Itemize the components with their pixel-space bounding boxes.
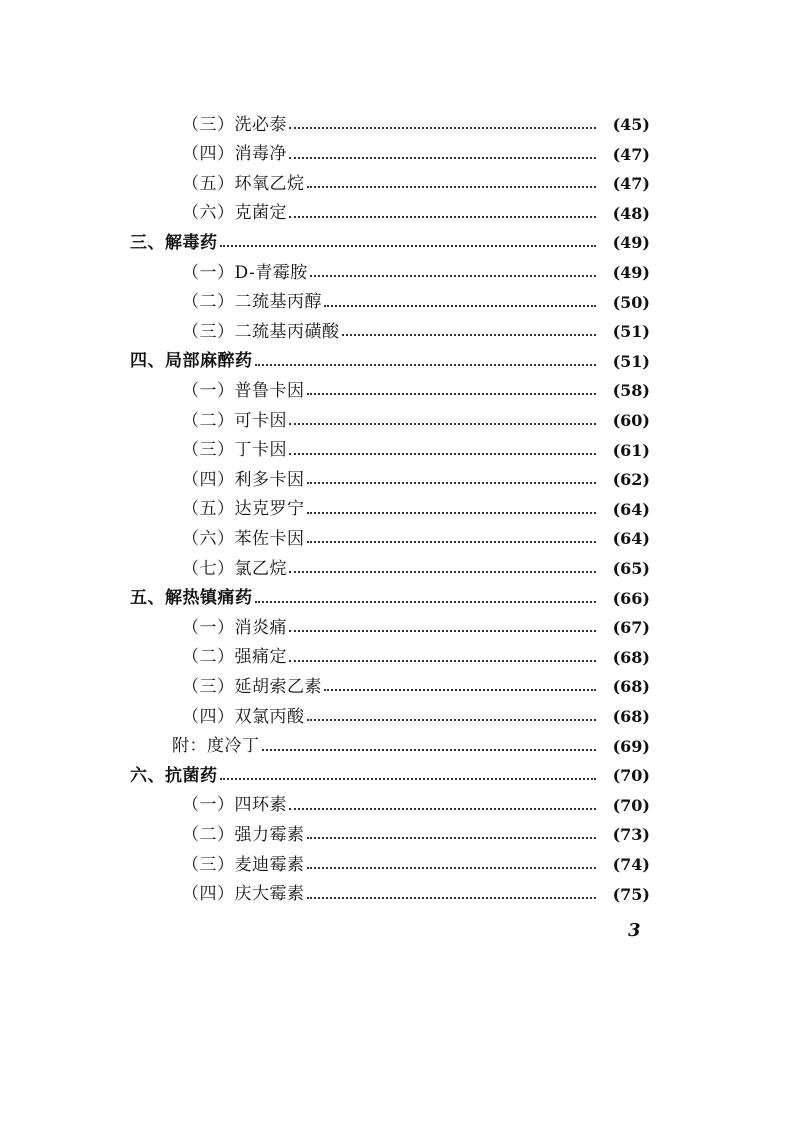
dot-leader	[289, 660, 596, 662]
toc-entry-title: （一）四环素	[182, 795, 287, 816]
toc-section-entry	[130, 761, 650, 791]
toc-entry	[182, 524, 650, 554]
toc-entry-title: （五）环氧乙烷	[182, 173, 305, 194]
toc-entry	[182, 169, 650, 199]
toc-entry	[182, 288, 650, 318]
toc-entry-title: （四）利多卡因	[182, 469, 305, 490]
toc-entry	[182, 643, 650, 673]
toc-entry-title: （二）强力霉素	[182, 824, 305, 845]
toc-entry-page: (69)	[612, 736, 650, 756]
toc-entry-title: （一）消炎痛	[182, 617, 287, 638]
toc-entry-page: (70)	[612, 766, 650, 786]
toc-entry-title: （三）麦迪霉素	[182, 854, 305, 875]
toc-entry-title: （二）可卡因	[182, 410, 287, 431]
dot-leader	[289, 216, 596, 218]
toc-entry-page: (61)	[612, 440, 650, 460]
dot-leader	[324, 305, 596, 307]
dot-leader	[289, 157, 596, 159]
toc-entry-page: (58)	[612, 381, 650, 401]
toc-entry-page: (64)	[612, 529, 650, 549]
dot-leader	[289, 630, 596, 632]
dot-leader	[307, 393, 597, 395]
dot-leader	[307, 837, 597, 839]
toc-entry-title: （四）消毒净	[182, 144, 287, 165]
dot-leader	[307, 867, 597, 869]
toc-entry	[182, 140, 650, 170]
dot-leader	[255, 601, 597, 603]
toc-entry-title: （二）强痛定	[182, 647, 287, 668]
toc-entry-page: (74)	[612, 855, 650, 874]
toc-entry-page: (68)	[612, 707, 650, 726]
toc-entry-page: (68)	[612, 677, 650, 697]
toc-entry-title: （三）二巯基丙磺酸	[182, 321, 340, 342]
dot-leader	[307, 482, 597, 484]
toc-entry	[182, 672, 650, 702]
toc-entry-title: （四）双氯丙酸	[182, 706, 305, 727]
toc-entry-page: (45)	[612, 115, 650, 134]
toc-section-entry	[130, 228, 650, 258]
toc-entry	[182, 258, 650, 288]
toc-entry-title: 附：度冷丁	[172, 736, 260, 757]
toc-entry-title: （二）二巯基丙醇	[182, 292, 322, 313]
toc-entry	[182, 436, 650, 466]
toc-entry-page: (47)	[612, 144, 650, 164]
toc-entry-page: (49)	[612, 263, 650, 282]
toc-entry	[182, 880, 650, 910]
toc-section-entry	[130, 347, 650, 377]
toc-entry-title: 三、解毒药	[130, 232, 218, 253]
toc-entry	[182, 317, 650, 347]
toc-section-entry	[130, 584, 650, 614]
dot-leader	[255, 364, 597, 366]
toc-entry	[182, 465, 650, 495]
toc-entry-title: （三）延胡索乙素	[182, 676, 322, 697]
toc-entry	[182, 199, 650, 229]
dot-leader	[289, 127, 596, 129]
dot-leader	[289, 453, 596, 455]
toc-entry-title: （三）洗必泰	[182, 114, 287, 135]
dot-leader	[307, 512, 597, 514]
dot-leader	[220, 778, 597, 780]
page-number: 3	[628, 920, 641, 941]
dot-leader	[324, 689, 596, 691]
dot-leader	[307, 897, 597, 899]
toc-entry-page: (66)	[612, 588, 650, 608]
toc-entry-title: （一）普鲁卡因	[182, 380, 305, 401]
toc-entry-page: (49)	[612, 233, 650, 253]
toc-entry	[182, 554, 650, 584]
toc-entry-page: (62)	[612, 470, 650, 490]
toc-entry	[182, 791, 650, 821]
toc-entry-title: 五、解热镇痛药	[130, 588, 253, 609]
toc-entry	[182, 406, 650, 436]
toc-entry-page: (51)	[612, 351, 650, 371]
toc-entry	[172, 732, 650, 762]
dot-leader	[307, 719, 597, 721]
toc-entry-title: （六）克菌定	[182, 203, 287, 224]
toc-entry	[182, 613, 650, 643]
dot-leader	[307, 186, 597, 188]
dot-leader	[289, 808, 596, 810]
toc-entry	[182, 820, 650, 850]
toc-entry-title: （五）达克罗宁	[182, 499, 305, 520]
toc-entry-title: （四）庆大霉素	[182, 884, 305, 905]
dot-leader	[310, 275, 596, 277]
dot-leader	[220, 245, 597, 247]
dot-leader	[262, 749, 597, 751]
dot-leader	[289, 423, 596, 425]
toc-entry-page: (73)	[612, 825, 650, 845]
toc-entry-page: (75)	[612, 884, 650, 904]
toc-entry-page: (48)	[612, 203, 650, 223]
toc-entry-page: (60)	[612, 411, 650, 430]
toc-entry	[182, 495, 650, 525]
toc-entry-title: （六）苯佐卡因	[182, 528, 305, 549]
toc-entry-page: (68)	[612, 647, 650, 667]
dot-leader	[342, 334, 597, 336]
toc-entry-page: (51)	[612, 322, 650, 342]
toc-entry-page: (65)	[612, 559, 650, 578]
toc-entry-title: （三）丁卡因	[182, 440, 287, 461]
toc-entry	[182, 850, 650, 880]
toc-entry-page: (70)	[612, 795, 650, 815]
toc-entry-page: (67)	[612, 618, 650, 638]
toc-entry-title: （七）氯乙烷	[182, 558, 287, 579]
toc-entry-title: 六、抗菌药	[130, 765, 218, 786]
toc-entry-page: (64)	[612, 499, 650, 519]
toc-entry-page: (50)	[612, 292, 650, 312]
toc-entry	[182, 110, 650, 140]
toc-entry	[182, 376, 650, 406]
dot-leader	[289, 571, 596, 573]
toc-entry-title: （一）D-青霉胺	[182, 262, 308, 283]
dot-leader	[307, 541, 597, 543]
toc-entry	[182, 702, 650, 732]
toc-entry-title: 四、局部麻醉药	[130, 351, 253, 372]
toc-entry-page: (47)	[612, 174, 650, 194]
